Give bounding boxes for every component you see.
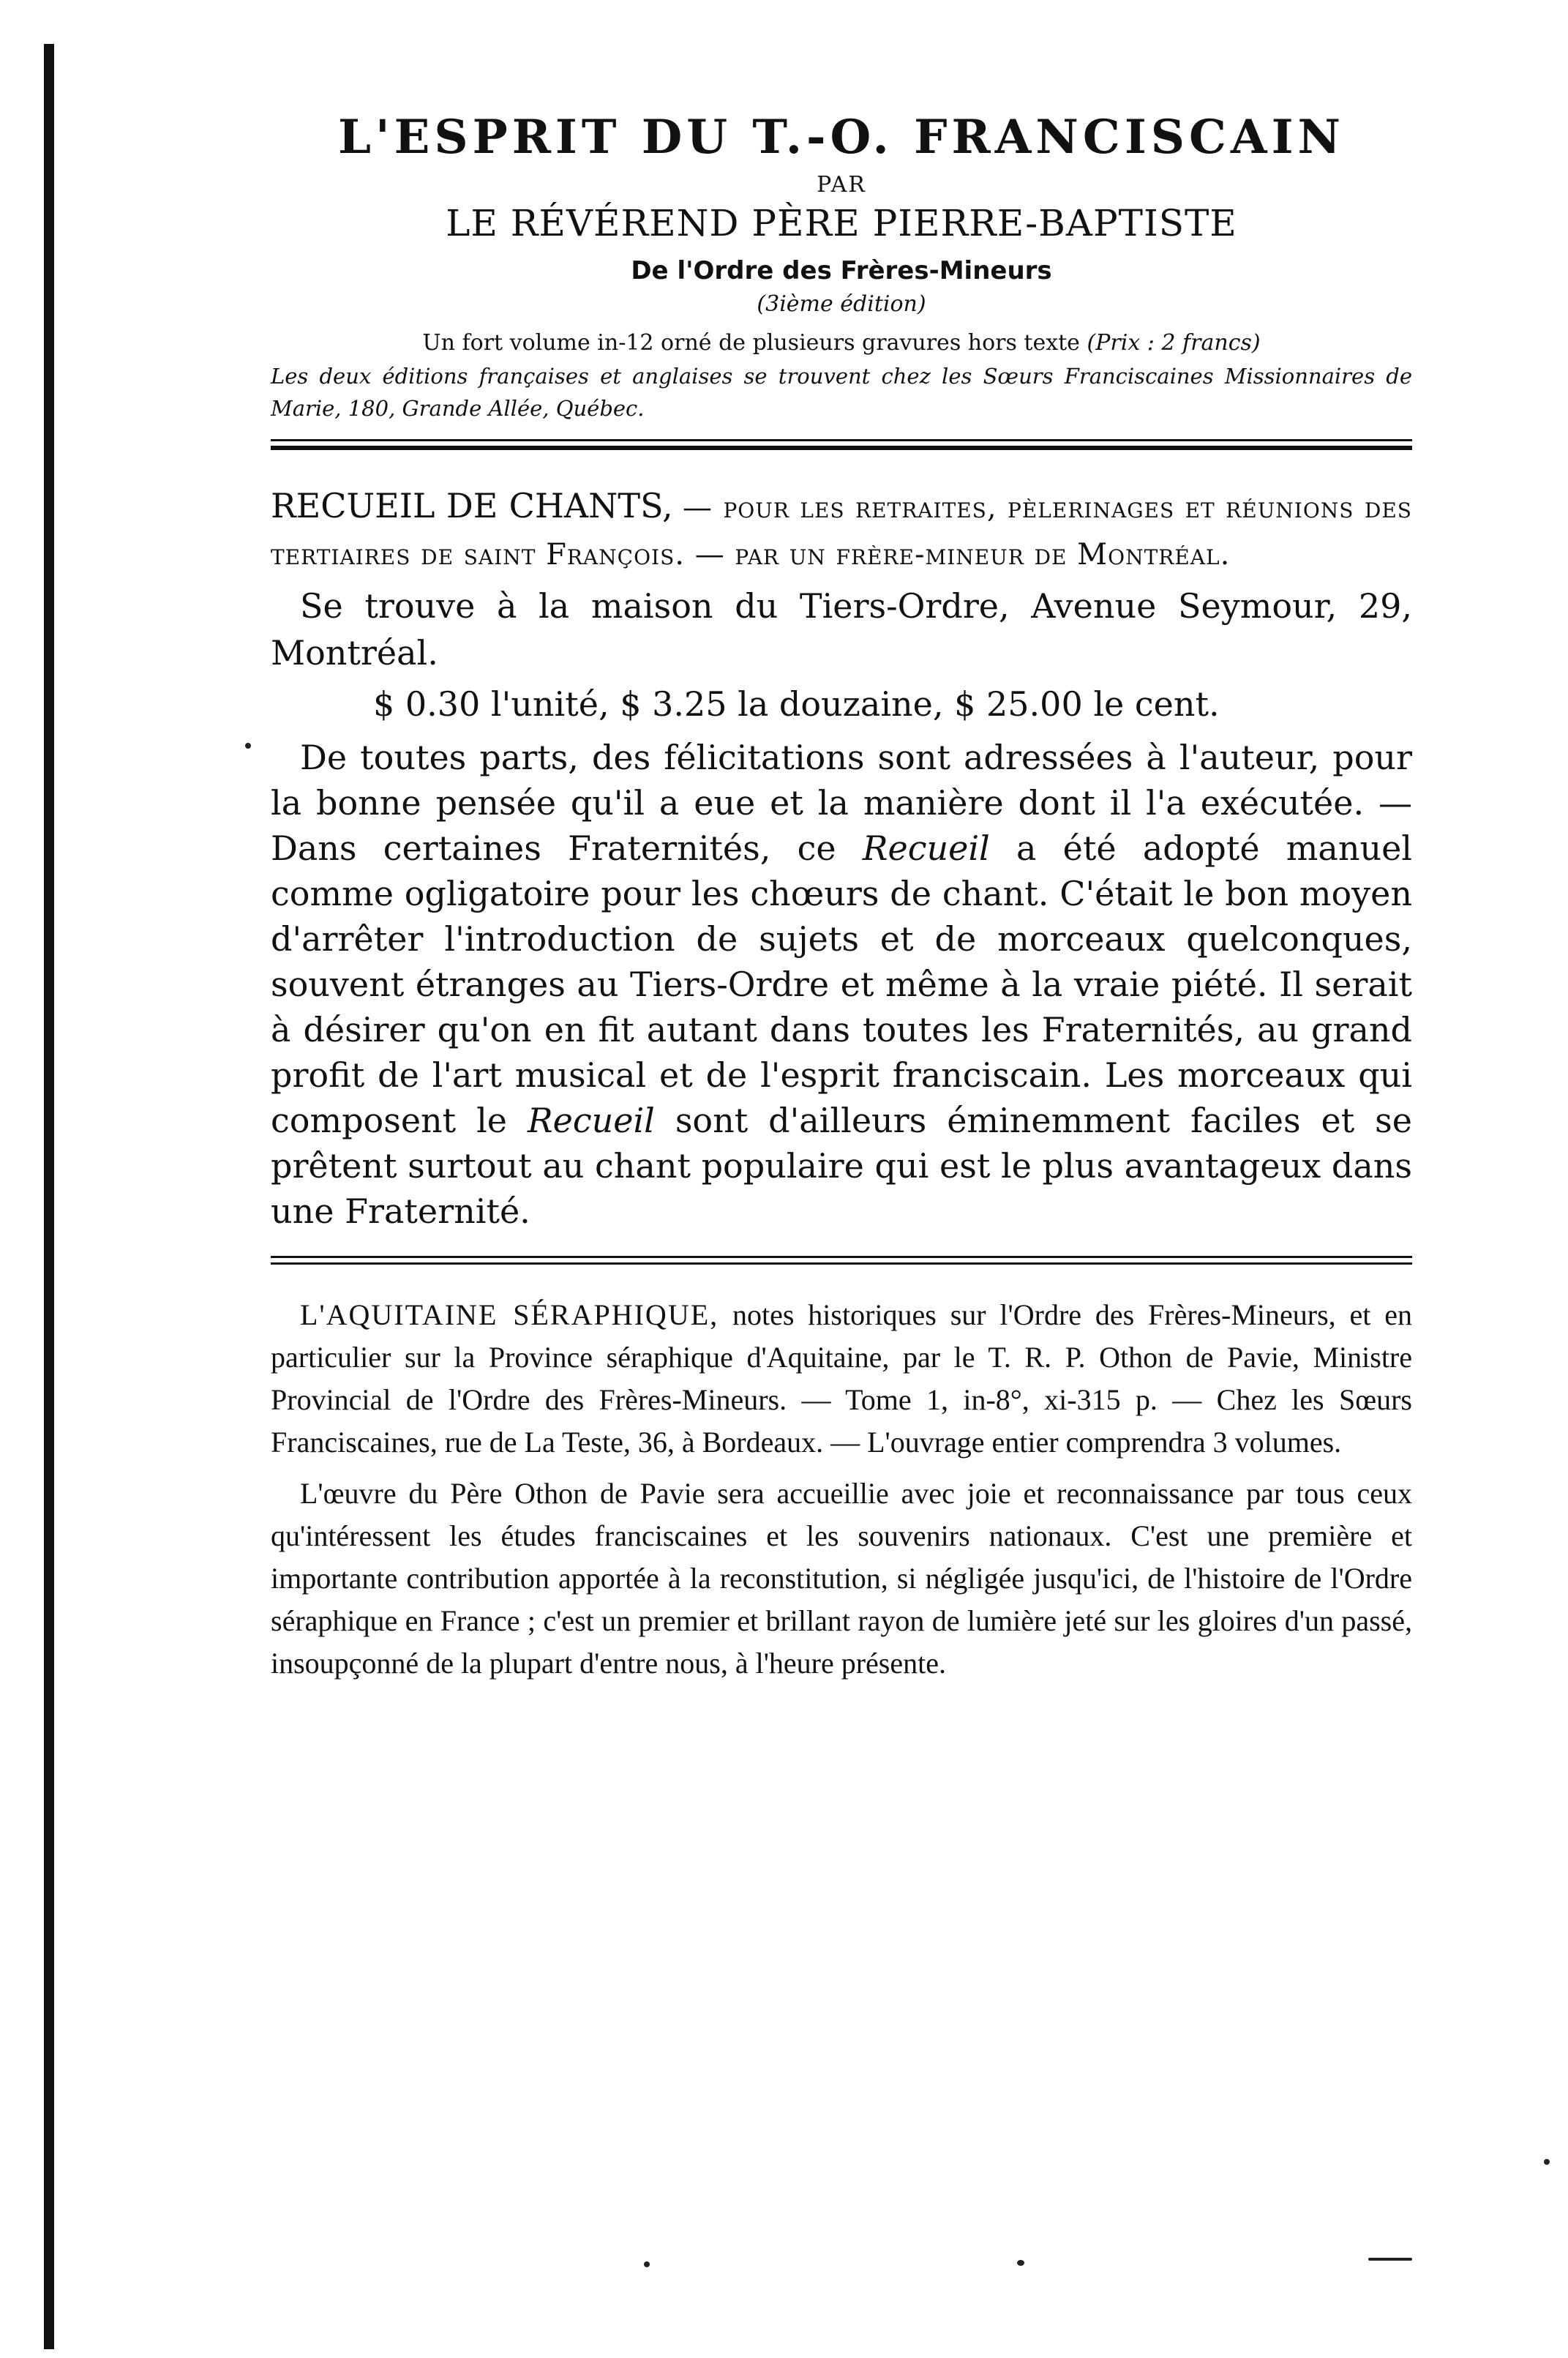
print-speck (644, 2261, 650, 2267)
review-part-1: De toutes parts, des félicitations sont adressées à l'auteur, pour la bonne pensée qu'il a eue et la manière dont il l'a exécutée. — Dans certaines Fraternités, ce (271, 738, 1412, 868)
aquitaine-seraphique-notice (271, 1294, 1412, 1685)
esprit-franciscain-notice (271, 110, 1412, 424)
by-label: PAR (817, 172, 866, 198)
recueil-title: RECUEIL DE CHANTS, (271, 486, 673, 525)
review-part-3: sont d'ailleurs éminemment faciles et se prêtent surtout au chant populaire qui est le plus avantageux dans une Fraternité. (271, 1101, 1412, 1231)
divider-line (271, 439, 1412, 441)
section-divider-2 (271, 1256, 1412, 1265)
divider-line-thick (271, 446, 1412, 450)
book-title: L'ESPRIT DU T.-O. FRANCISCAIN (337, 110, 1346, 165)
author-order: De l'Ordre des Frères-Mineurs (631, 256, 1052, 285)
book-author: LE RÉVÉREND PÈRE PIERRE-BAPTISTE (446, 202, 1237, 244)
aquitaine-title: L'AQUITAINE SÉRAPHIQUE, (300, 1298, 719, 1331)
recueil-heading (271, 482, 1412, 578)
recueil-prices: $ 0.30 l'unité, $ 3.25 la douzaine, $ 25.00 le cent. (373, 684, 1220, 724)
volume-description (271, 330, 1412, 356)
section-divider (271, 439, 1412, 450)
review-recueil-italic-2: Recueil (527, 1101, 655, 1140)
recueil-subtitle: — pour les retraites, pèlerinages et réunions des tertiaires de saint François. — par un frère-mineur de Montréal. (271, 491, 1412, 572)
print-speck (1544, 2159, 1550, 2165)
aquitaine-description (271, 1294, 1412, 1464)
recueil-availability: Se trouve à la maison du Tiers-Ordre, Avenue Seymour, 29, Montréal. (271, 586, 1412, 673)
review-recueil-italic-1: Recueil (862, 828, 990, 868)
review-part-2: a été adopté manuel comme ogligatoire pour les chœurs de chant. C'était le bon moyen d'arrêter l'introduction de sujets et de morceaux quelconques, souvent étranges au Tiers-Ordre et même à la vraie piété. Il serait à désirer qu'on en fit autant dans toutes les Fraternités, au grand profit de l'art musical et de l'esprit franciscain. Les morceaux qui composent le (271, 828, 1413, 1140)
aquitaine-review: L'œuvre du Père Othon de Pavie sera accueillie avec joie et reconnaissance par tous ceux qu'intéressent les études franciscaines et les souvenirs nationaux. C'est une première et importante contribution apportée à la reconstitution, si négligée jusqu'ici, de l'histoire de l'Ordre séraphique en France ; c'est un premier et brillant rayon de lumière jeté sur les gloires d'un passé, insoupçonné de la plupart d'entre nous, à l'heure présente. (271, 1477, 1412, 1680)
editions-availability-note: Les deux éditions françaises et anglaises se trouvent chez les Sœurs Franciscaines Missionnaires de Marie, 180, Grande Allée, Québec. (271, 364, 1412, 421)
volume-price: (Prix : 2 francs) (1087, 330, 1261, 356)
print-speck (245, 743, 251, 749)
print-speck (1368, 2258, 1412, 2261)
aquitaine-details: notes historiques sur l'Ordre des Frères-Mineurs, et en particulier sur la Province séraphique d'Aquitaine, par le T. R. P. Othon de Pavie, Ministre Provincial de l'Ordre des Frères-Mineurs. — Tome 1, in-8°, xi-315 p. — Chez les Sœurs Franciscaines, rue de La Teste, 36, à Bordeaux. — L'ouvrage entier comprendra 3 volumes. (271, 1298, 1412, 1459)
volume-text: Un fort volume in-12 orné de plusieurs gravures hors texte (422, 330, 1080, 356)
recueil-de-chants-notice (271, 482, 1412, 1234)
recueil-review (271, 735, 1412, 1234)
divider-line (271, 1256, 1412, 1258)
advertisement-page (271, 110, 1412, 1685)
divider-line (271, 1262, 1412, 1265)
print-speck (1017, 2260, 1024, 2266)
edition-label: (3ième édition) (757, 291, 926, 317)
page-binding-edge (44, 44, 54, 2349)
